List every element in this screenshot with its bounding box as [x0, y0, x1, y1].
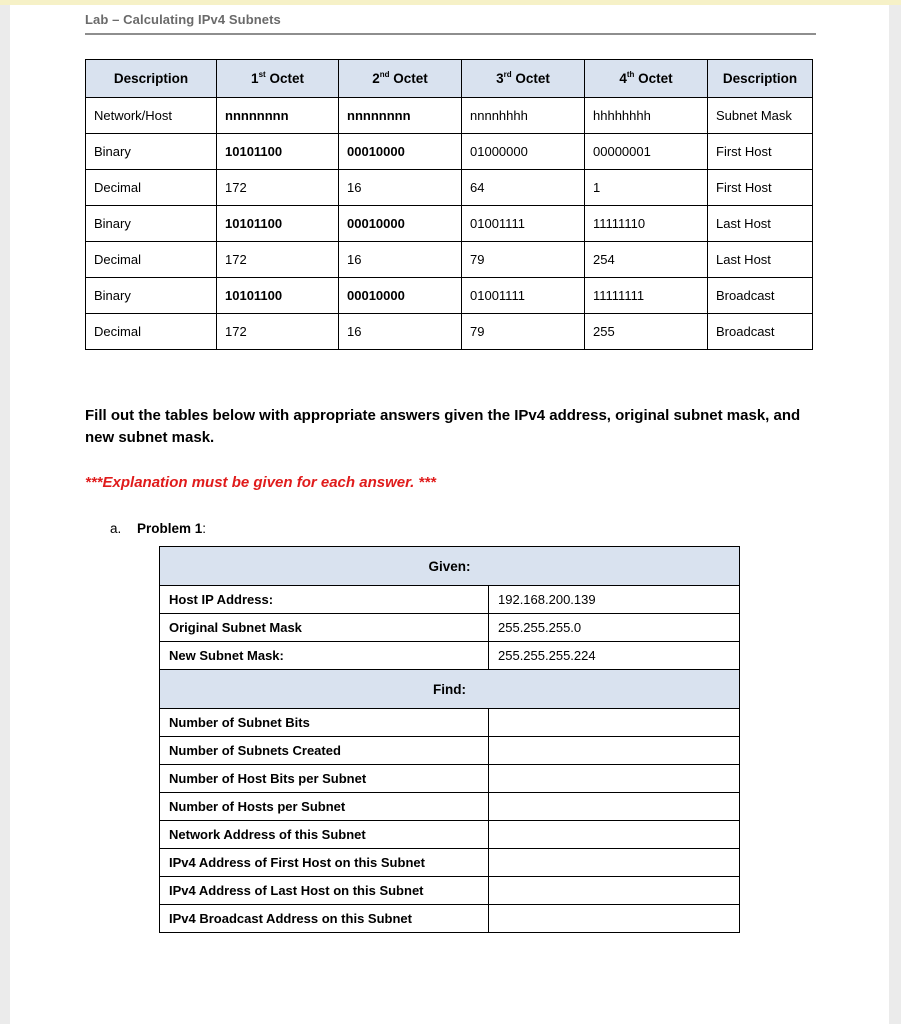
- given-label: Host IP Address:: [160, 586, 489, 614]
- find-label: Number of Subnet Bits: [160, 709, 489, 737]
- table-cell: First Host: [708, 170, 813, 206]
- table-row: [160, 793, 740, 821]
- find-label: IPv4 Broadcast Address on this Subnet: [160, 905, 489, 933]
- table-cell: 255: [585, 314, 708, 350]
- find-label: IPv4 Address of Last Host on this Subnet: [160, 877, 489, 905]
- answer-cell[interactable]: [489, 709, 740, 737]
- table-cell: 10101100: [217, 134, 339, 170]
- table-cell: 01001111: [462, 206, 585, 242]
- header-octet-1: 1st Octet: [217, 60, 339, 98]
- table-cell: 00010000: [339, 134, 462, 170]
- answer-cell[interactable]: [489, 877, 740, 905]
- table-cell: 172: [217, 242, 339, 278]
- table-cell: 16: [339, 242, 462, 278]
- document-page: [10, 5, 889, 1024]
- table-cell: nnnnhhhh: [462, 98, 585, 134]
- find-label: Number of Subnets Created: [160, 737, 489, 765]
- table-cell: 1: [585, 170, 708, 206]
- table-cell: 01000000: [462, 134, 585, 170]
- table-cell: Broadcast: [708, 278, 813, 314]
- table-cell: 00010000: [339, 278, 462, 314]
- table-cell: First Host: [708, 134, 813, 170]
- table-row: [86, 278, 813, 314]
- table-cell: 00010000: [339, 206, 462, 242]
- problem-colon: :: [202, 521, 207, 536]
- table-cell: 172: [217, 170, 339, 206]
- table-cell: Broadcast: [708, 314, 813, 350]
- table-cell: 79: [462, 314, 585, 350]
- table-row: [160, 905, 740, 933]
- answer-cell[interactable]: [489, 821, 740, 849]
- header-octet-4: 4th Octet: [585, 60, 708, 98]
- table-cell: 00000001: [585, 134, 708, 170]
- header-description-right: Description: [708, 60, 813, 98]
- given-label: Original Subnet Mask: [160, 614, 489, 642]
- answer-cell[interactable]: [489, 737, 740, 765]
- octet-table: [85, 59, 813, 350]
- table-cell: Binary: [86, 134, 217, 170]
- table-row: [160, 614, 740, 642]
- find-header-row: [160, 670, 740, 709]
- table-cell: Decimal: [86, 242, 217, 278]
- table-cell: 16: [339, 314, 462, 350]
- table-row: [86, 206, 813, 242]
- table-cell: hhhhhhhh: [585, 98, 708, 134]
- table-cell: nnnnnnnn: [217, 98, 339, 134]
- find-label: Number of Hosts per Subnet: [160, 793, 489, 821]
- given-header-row: [160, 547, 740, 586]
- table-cell: Last Host: [708, 242, 813, 278]
- find-label: IPv4 Address of First Host on this Subnet: [160, 849, 489, 877]
- page-header: [85, 11, 816, 35]
- table-row: [86, 98, 813, 134]
- table-cell: Decimal: [86, 314, 217, 350]
- explanation-note: ***Explanation must be given for each answer. ***: [85, 474, 436, 491]
- page-title: Lab – Calculating IPv4 Subnets: [85, 12, 281, 27]
- table-row: [160, 765, 740, 793]
- table-cell: 10101100: [217, 278, 339, 314]
- table-cell: 10101100: [217, 206, 339, 242]
- table-cell: 172: [217, 314, 339, 350]
- table-cell: 79: [462, 242, 585, 278]
- find-label: Number of Host Bits per Subnet: [160, 765, 489, 793]
- table-row: [86, 170, 813, 206]
- answer-cell[interactable]: [489, 793, 740, 821]
- table-cell: Subnet Mask: [708, 98, 813, 134]
- table-row: [160, 586, 740, 614]
- table-row: [160, 709, 740, 737]
- header-octet-3: 3rd Octet: [462, 60, 585, 98]
- problem-heading: [110, 521, 206, 536]
- table-cell: 64: [462, 170, 585, 206]
- table-cell: 11111111: [585, 278, 708, 314]
- header-description-left: Description: [86, 60, 217, 98]
- table-cell: 254: [585, 242, 708, 278]
- table-cell: Last Host: [708, 206, 813, 242]
- table-row: [160, 737, 740, 765]
- given-find-table: [159, 546, 740, 933]
- table-row: [160, 642, 740, 670]
- table-row: [160, 849, 740, 877]
- table-cell: 01001111: [462, 278, 585, 314]
- table-cell: Binary: [86, 278, 217, 314]
- table-cell: Binary: [86, 206, 217, 242]
- table-row: [86, 134, 813, 170]
- given-header: Given:: [160, 547, 740, 586]
- table-cell: 16: [339, 170, 462, 206]
- answer-cell[interactable]: [489, 905, 740, 933]
- find-header: Find:: [160, 670, 740, 709]
- table-cell: Decimal: [86, 170, 217, 206]
- find-label: Network Address of this Subnet: [160, 821, 489, 849]
- header-octet-2: 2nd Octet: [339, 60, 462, 98]
- given-value: 255.255.255.0: [489, 614, 740, 642]
- problem-letter: a.: [110, 521, 122, 536]
- instructions-text: Fill out the tables below with appropriate answers given the IPv4 address, original subnet mask, and new subnet mask.: [85, 407, 801, 446]
- table-cell: 11111110: [585, 206, 708, 242]
- given-label: New Subnet Mask:: [160, 642, 489, 670]
- answer-cell[interactable]: [489, 849, 740, 877]
- table-row: [160, 821, 740, 849]
- given-value: 192.168.200.139: [489, 586, 740, 614]
- problem-label: Problem 1: [137, 521, 203, 536]
- given-value: 255.255.255.224: [489, 642, 740, 670]
- answer-cell[interactable]: [489, 765, 740, 793]
- table-row: [86, 314, 813, 350]
- table-cell: Network/Host: [86, 98, 217, 134]
- table-row: [86, 242, 813, 278]
- octet-table-header-row: [86, 60, 813, 98]
- table-row: [160, 877, 740, 905]
- table-cell: nnnnnnnn: [339, 98, 462, 134]
